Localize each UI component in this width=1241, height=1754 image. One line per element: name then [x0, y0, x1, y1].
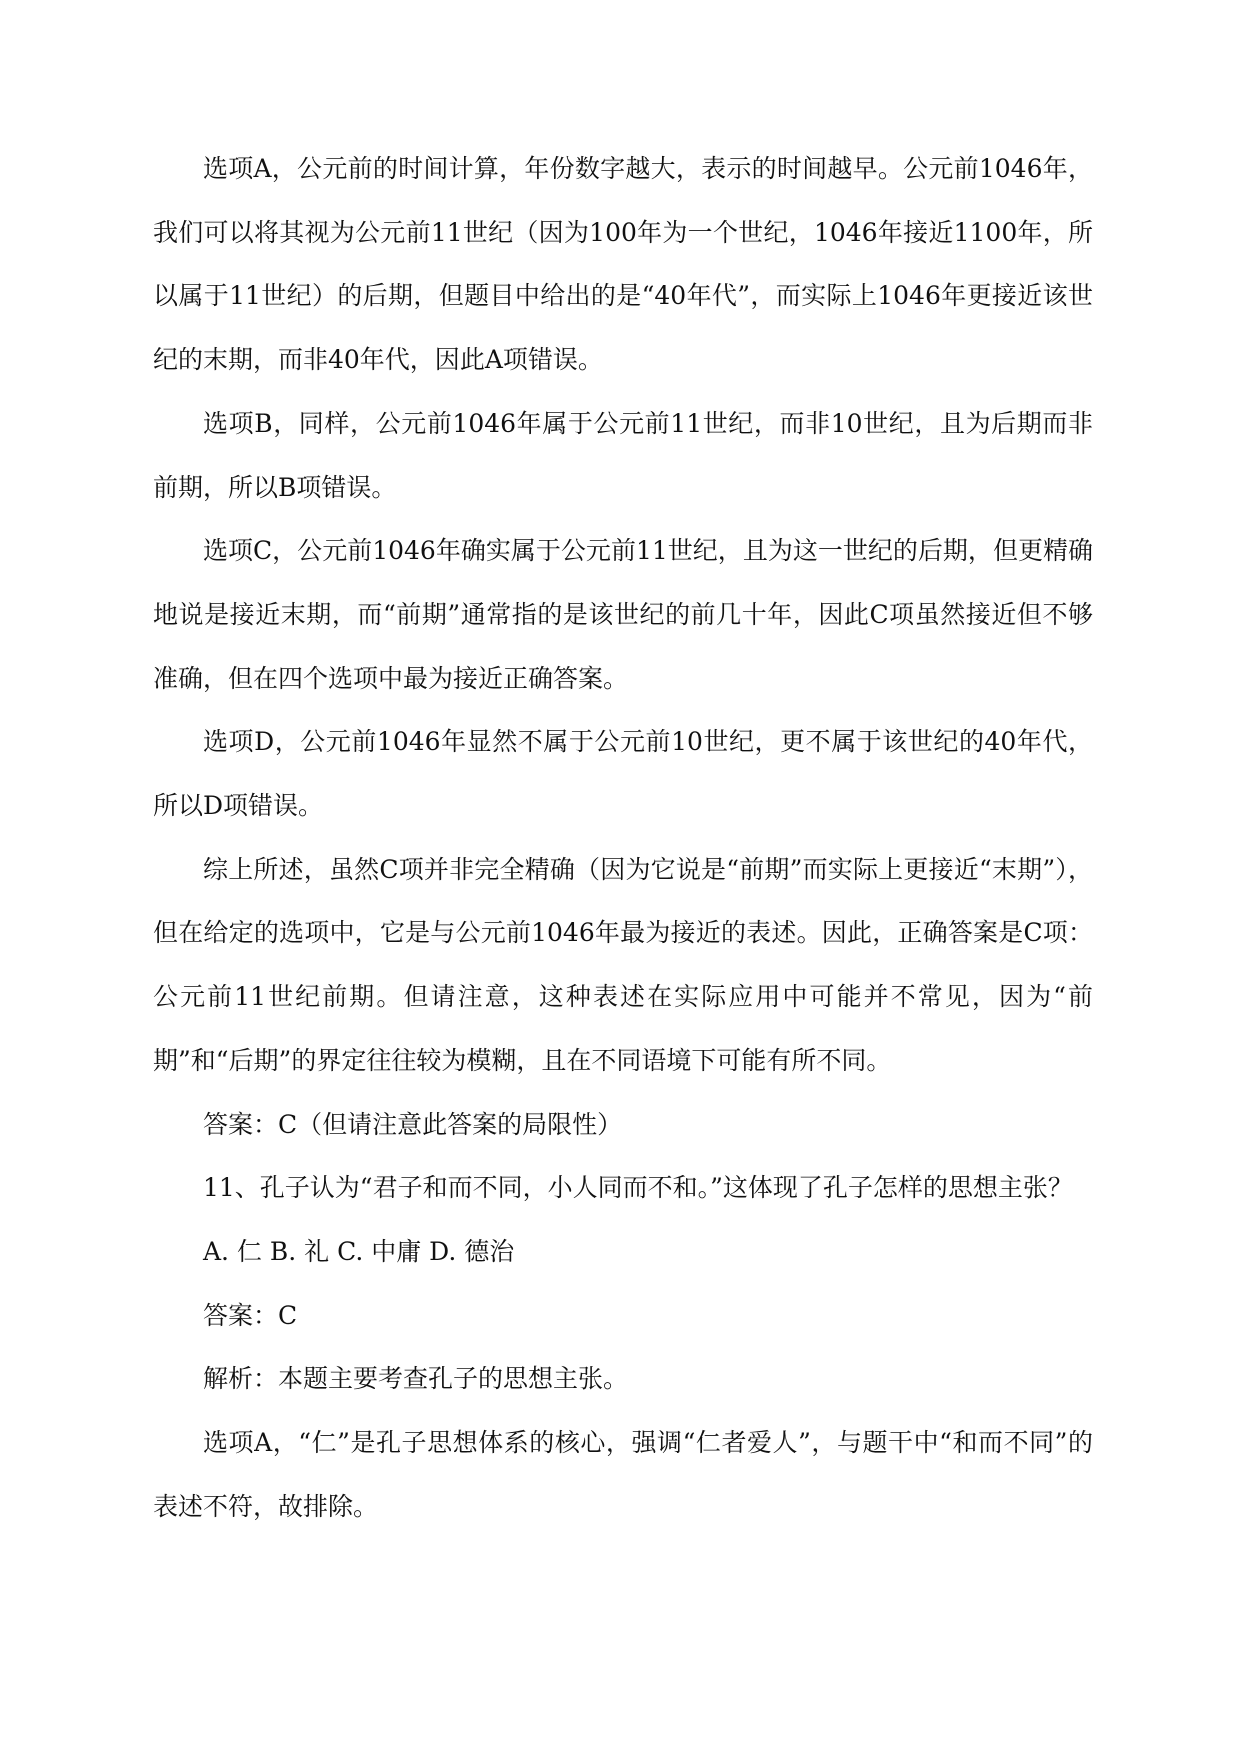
paragraph-question-11-options: A. 仁 B. 礼 C. 中庸 D. 德治 — [203, 1236, 515, 1266]
paragraph-option-a-analysis: 选项A，公元前的时间计算，年份数字越大，表示的时间越早。公元前1046年，我们可以将其视为公元前11世纪（因为100年为一个世纪，1046年接近1100年，所以属于11世纪）的后期，但题目中给出的是“40年代”，而实际上1046年更接近该世纪的末期，而非40年代，因此A项错误。 — [153, 154, 1093, 375]
paragraph-option-d-analysis: 选项D，公元前1046年显然不属于公元前10世纪，更不属于该世纪的40年代，所以D项错误。 — [153, 727, 1093, 821]
paragraph-answer-10: 答案：C（但请注意此答案的局限性） — [203, 1109, 623, 1139]
paragraph-answer-11: 答案：C — [203, 1300, 298, 1330]
paragraph-summary: 综上所述，虽然C项并非完全精确（因为它说是“前期”而实际上更接近“末期”），但在给定的选项中，它是与公元前1046年最为接近的表述。因此，正确答案是C项：公元前11世纪前期。但请注意，这种表述在实际应用中可能并不常见，因为“前期”和“后期”的界定往往较为模糊，且在不同语境下可能有所不同。 — [153, 854, 1093, 1075]
document-body — [153, 137, 1093, 1538]
paragraph-explanation-11: 解析：本题主要考查孔子的思想主张。 — [203, 1364, 629, 1394]
paragraph-option-c-analysis: 选项C，公元前1046年确实属于公元前11世纪，且为这一世纪的后期，但更精确地说是接近末期，而“前期”通常指的是该世纪的前几十年，因此C项虽然接近但不够准确，但在四个选项中最为接近正确答案。 — [153, 536, 1093, 693]
paragraph-option-b-analysis: 选项B，同样，公元前1046年属于公元前11世纪，而非10世纪，且为后期而非前期，所以B项错误。 — [153, 408, 1093, 502]
paragraph-question-11: 11、孔子认为“君子和而不同，小人同而不和。”这体现了孔子怎样的思想主张？ — [203, 1173, 1073, 1203]
paragraph-question-11-option-a-analysis: 选项A，“仁”是孔子思想体系的核心，强调“仁者爱人”，与题干中“和而不同”的表述不符，故排除。 — [153, 1428, 1093, 1521]
